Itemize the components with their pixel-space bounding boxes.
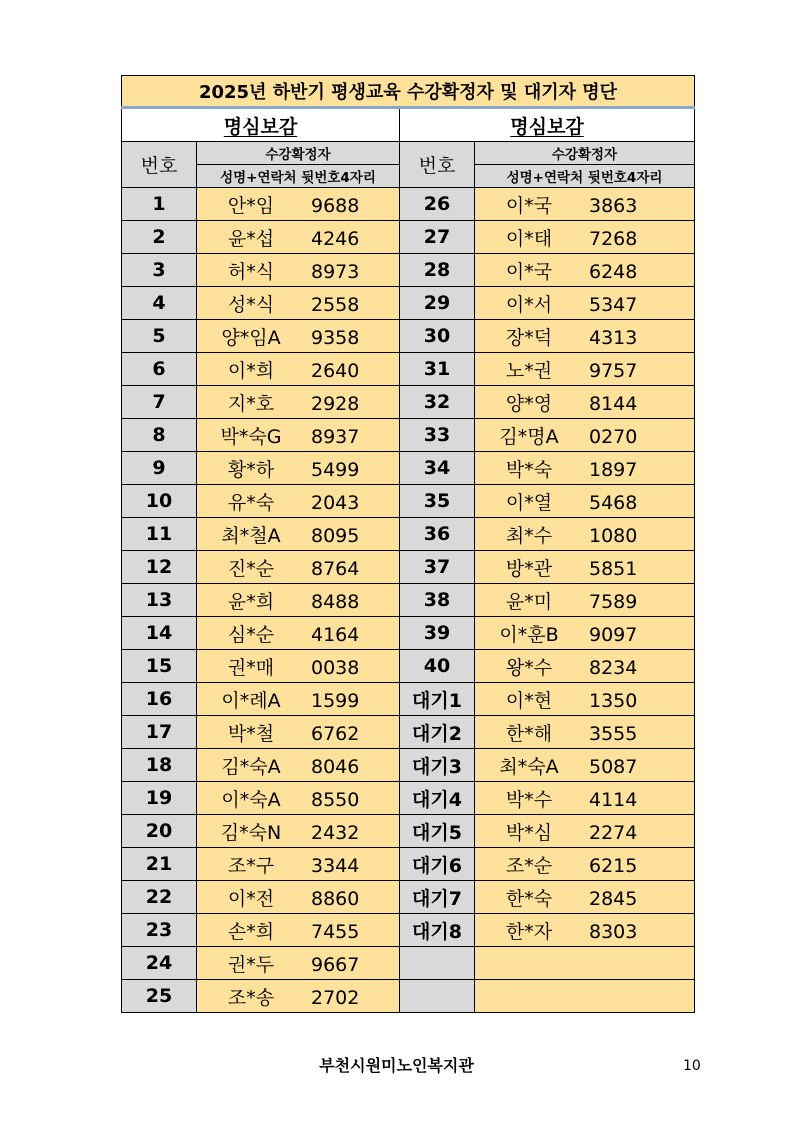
left-row-entry: [197, 320, 400, 353]
person-name: 한*자: [505, 920, 553, 943]
phone-last4: 6762: [311, 722, 360, 745]
right-row-entry: [475, 848, 695, 881]
left-row-number: 10: [122, 485, 197, 518]
left-row-entry: [197, 749, 400, 782]
phone-last4: 8234: [589, 656, 638, 679]
left-row-entry: [197, 914, 400, 947]
right-row-number: 37: [400, 551, 475, 584]
person-name: 이*국: [505, 194, 553, 217]
right-row-number: 36: [400, 518, 475, 551]
right-row-entry: [475, 518, 695, 551]
phone-last4: 5468: [589, 491, 638, 514]
left-row-entry: [197, 815, 400, 848]
table-row: [122, 683, 695, 716]
table-row: [122, 584, 695, 617]
right-row-entry: [475, 551, 695, 584]
right-row-number: 대기5: [400, 815, 475, 848]
right-row-entry: [475, 386, 695, 419]
person-name: 박*숙G: [220, 425, 282, 448]
phone-last4: 7589: [589, 590, 638, 613]
left-row-number: 17: [122, 716, 197, 749]
person-name: 이*례A: [221, 689, 281, 712]
person-name: 노*권: [505, 359, 553, 382]
left-row-number: 11: [122, 518, 197, 551]
left-row-entry: [197, 650, 400, 683]
roster-body: [122, 76, 695, 1013]
phone-last4: 0038: [311, 656, 360, 679]
right-sub-header: 성명+연락처 뒷번호4자리: [475, 165, 695, 188]
left-row-entry: [197, 452, 400, 485]
person-name: 양*영: [505, 392, 553, 415]
right-number-header: 번호: [400, 142, 475, 188]
right-row-number: 40: [400, 650, 475, 683]
left-row-entry: [197, 782, 400, 815]
right-row-number: 34: [400, 452, 475, 485]
person-name: 최*숙A: [499, 755, 559, 778]
phone-last4: 0270: [589, 425, 638, 448]
phone-last4: 8764: [311, 557, 360, 580]
phone-last4: 2558: [311, 293, 360, 316]
left-row-entry: [197, 716, 400, 749]
person-name: 허*식: [227, 260, 275, 283]
right-section-title: [400, 108, 695, 142]
right-row-entry: [475, 452, 695, 485]
right-row-entry: [475, 320, 695, 353]
left-row-entry: [197, 221, 400, 254]
phone-last4: 8860: [311, 887, 360, 910]
person-name: 양*임A: [221, 326, 281, 349]
phone-last4: 1080: [589, 524, 638, 547]
left-row-entry: [197, 551, 400, 584]
right-row-number: 30: [400, 320, 475, 353]
right-row-entry: [475, 419, 695, 452]
right-row-entry: [475, 881, 695, 914]
left-row-entry: [197, 584, 400, 617]
phone-last4: 2432: [311, 821, 360, 844]
phone-last4: 8973: [311, 260, 360, 283]
left-row-number: 13: [122, 584, 197, 617]
person-name: 이*서: [505, 293, 553, 316]
right-row-entry: [475, 683, 695, 716]
phone-last4: 5499: [311, 458, 360, 481]
person-name: 김*명A: [499, 425, 559, 448]
person-name: 윤*섭: [227, 227, 275, 250]
right-row-entry: [475, 485, 695, 518]
phone-last4: 4114: [589, 788, 638, 811]
person-name: 이*전: [227, 887, 275, 910]
person-name: 이*희: [227, 359, 275, 382]
right-row-entry: [475, 815, 695, 848]
table-row: [122, 386, 695, 419]
left-row-number: 8: [122, 419, 197, 452]
phone-last4: 7268: [589, 227, 638, 250]
phone-last4: 3344: [311, 854, 360, 877]
person-name: 유*숙: [227, 491, 275, 514]
phone-last4: 6248: [589, 260, 638, 283]
right-row-entry: [475, 353, 695, 386]
left-row-number: 12: [122, 551, 197, 584]
right-row-number: 31: [400, 353, 475, 386]
left-row-entry: [197, 683, 400, 716]
left-row-number: 20: [122, 815, 197, 848]
person-name: 성*식: [227, 293, 275, 316]
right-row-entry: [475, 749, 695, 782]
left-number-header: 번호: [122, 142, 197, 188]
person-name: 지*호: [227, 392, 275, 415]
right-row-number: 27: [400, 221, 475, 254]
phone-last4: 2640: [311, 359, 360, 382]
phone-last4: 2274: [589, 821, 638, 844]
person-name: 최*철A: [221, 524, 281, 547]
person-name: 안*임: [227, 194, 275, 217]
phone-last4: 5851: [589, 557, 638, 580]
right-row-number: 28: [400, 254, 475, 287]
phone-last4: 4313: [589, 326, 638, 349]
right-row-entry: [475, 617, 695, 650]
person-name: 윤*희: [227, 590, 275, 613]
person-name: 김*숙A: [221, 755, 281, 778]
right-row-number: 대기8: [400, 914, 475, 947]
phone-last4: 1897: [589, 458, 638, 481]
right-row-entry: [475, 584, 695, 617]
right-row-entry: [475, 287, 695, 320]
left-row-number: 7: [122, 386, 197, 419]
person-name: 이*태: [505, 227, 553, 250]
left-row-entry: [197, 485, 400, 518]
right-row-number: 대기3: [400, 749, 475, 782]
table-row: [122, 815, 695, 848]
left-row-number: 25: [122, 980, 197, 1013]
document-title: 2025년 하반기 평생교육 수강확정자 및 대기자 명단: [122, 76, 695, 108]
left-row-entry: [197, 419, 400, 452]
right-row-number: 39: [400, 617, 475, 650]
left-group-header: 수강확정자: [197, 142, 400, 165]
right-row-entry: [475, 221, 695, 254]
person-name: 이*훈B: [499, 623, 559, 646]
person-name: 방*관: [505, 557, 553, 580]
footer-organization: 부천시원미노인복지관: [319, 1056, 474, 1075]
right-row-number: 35: [400, 485, 475, 518]
left-row-entry: [197, 947, 400, 980]
left-row-entry: [197, 518, 400, 551]
phone-last4: 9097: [589, 623, 638, 646]
phone-last4: 9757: [589, 359, 638, 382]
person-name: 조*순: [505, 854, 553, 877]
phone-last4: 9688: [311, 194, 360, 217]
right-row-number: 38: [400, 584, 475, 617]
person-name: 조*송: [227, 986, 275, 1009]
right-row-number: [400, 980, 475, 1013]
left-row-entry: [197, 287, 400, 320]
left-row-number: 1: [122, 188, 197, 221]
phone-last4: 8488: [311, 590, 360, 613]
person-name: 장*덕: [505, 326, 553, 349]
person-name: 박*수: [505, 788, 553, 811]
left-row-number: 22: [122, 881, 197, 914]
left-row-entry: [197, 617, 400, 650]
phone-last4: 8095: [311, 524, 360, 547]
phone-last4: 6215: [589, 854, 638, 877]
right-row-entry: [475, 716, 695, 749]
phone-last4: 8550: [311, 788, 360, 811]
table-row: [122, 452, 695, 485]
right-row-number: [400, 947, 475, 980]
table-row: [122, 551, 695, 584]
phone-last4: 2702: [311, 986, 360, 1009]
table-row: [122, 782, 695, 815]
right-row-number: 26: [400, 188, 475, 221]
right-row-entry: [475, 947, 695, 980]
left-row-number: 2: [122, 221, 197, 254]
left-row-entry: [197, 386, 400, 419]
phone-last4: 8303: [589, 920, 638, 943]
left-row-number: 14: [122, 617, 197, 650]
phone-last4: 8144: [589, 392, 638, 415]
left-row-number: 6: [122, 353, 197, 386]
table-row: [122, 221, 695, 254]
left-row-number: 19: [122, 782, 197, 815]
table-row: [122, 617, 695, 650]
person-name: 이*숙A: [221, 788, 281, 811]
person-name: 최*수: [505, 524, 553, 547]
right-row-entry: [475, 980, 695, 1013]
right-row-number: 대기6: [400, 848, 475, 881]
table-row: [122, 881, 695, 914]
table-row: [122, 650, 695, 683]
person-name: 왕*수: [505, 656, 553, 679]
phone-last4: 8046: [311, 755, 360, 778]
left-row-number: 21: [122, 848, 197, 881]
left-row-number: 23: [122, 914, 197, 947]
right-row-entry: [475, 254, 695, 287]
table-row: [122, 419, 695, 452]
table-row: [122, 980, 695, 1013]
left-row-number: 16: [122, 683, 197, 716]
left-section-label: 명심보감: [223, 115, 298, 138]
person-name: 권*매: [227, 656, 275, 679]
table-row: [122, 848, 695, 881]
phone-last4: 5087: [589, 755, 638, 778]
person-name: 조*구: [227, 854, 275, 877]
phone-last4: 2928: [311, 392, 360, 415]
person-name: 권*두: [227, 953, 275, 976]
right-row-number: 대기1: [400, 683, 475, 716]
table-row: [122, 749, 695, 782]
phone-last4: 2845: [589, 887, 638, 910]
right-group-header: 수강확정자: [475, 142, 695, 165]
phone-last4: 9358: [311, 326, 360, 349]
person-name: 황*하: [227, 458, 275, 481]
right-row-entry: [475, 650, 695, 683]
left-row-number: 4: [122, 287, 197, 320]
table-row: [122, 287, 695, 320]
person-name: 이*현: [505, 689, 553, 712]
left-row-entry: [197, 254, 400, 287]
right-row-number: 대기2: [400, 716, 475, 749]
table-row: [122, 518, 695, 551]
right-row-number: 33: [400, 419, 475, 452]
table-row: [122, 914, 695, 947]
right-row-entry: [475, 188, 695, 221]
phone-last4: 3555: [589, 722, 638, 745]
roster-table: [121, 75, 695, 1013]
left-row-number: 9: [122, 452, 197, 485]
page-number: 10: [683, 1058, 701, 1074]
person-name: 박*철: [227, 722, 275, 745]
right-row-number: 대기7: [400, 881, 475, 914]
right-row-entry: [475, 914, 695, 947]
phone-last4: 7455: [311, 920, 360, 943]
right-row-number: 29: [400, 287, 475, 320]
table-row: [122, 353, 695, 386]
phone-last4: 4246: [311, 227, 360, 250]
phone-last4: 3863: [589, 194, 638, 217]
table-row: [122, 254, 695, 287]
left-row-entry: [197, 980, 400, 1013]
left-row-entry: [197, 188, 400, 221]
person-name: 이*국: [505, 260, 553, 283]
phone-last4: 8937: [311, 425, 360, 448]
table-row: [122, 188, 695, 221]
person-name: 김*숙N: [220, 821, 282, 844]
phone-last4: 5347: [589, 293, 638, 316]
person-name: 심*순: [227, 623, 275, 646]
person-name: 윤*미: [505, 590, 553, 613]
table-row: [122, 485, 695, 518]
phone-last4: 2043: [311, 491, 360, 514]
table-row: [122, 947, 695, 980]
right-row-entry: [475, 782, 695, 815]
left-row-number: 24: [122, 947, 197, 980]
phone-last4: 1350: [589, 689, 638, 712]
person-name: 한*해: [505, 722, 553, 745]
table-row: [122, 716, 695, 749]
left-row-entry: [197, 881, 400, 914]
table-row: [122, 320, 695, 353]
left-row-number: 15: [122, 650, 197, 683]
person-name: 진*순: [227, 557, 275, 580]
left-row-entry: [197, 848, 400, 881]
person-name: 박*심: [505, 821, 553, 844]
left-row-number: 3: [122, 254, 197, 287]
phone-last4: 4164: [311, 623, 360, 646]
right-row-number: 대기4: [400, 782, 475, 815]
left-sub-header: 성명+연락처 뒷번호4자리: [197, 165, 400, 188]
right-row-number: 32: [400, 386, 475, 419]
phone-last4: 1599: [311, 689, 360, 712]
left-row-number: 18: [122, 749, 197, 782]
right-section-label: 명심보감: [510, 115, 584, 138]
person-name: 손*희: [227, 920, 275, 943]
person-name: 박*숙: [505, 458, 553, 481]
phone-last4: 9667: [311, 953, 360, 976]
left-row-number: 5: [122, 320, 197, 353]
left-section-title: [122, 108, 400, 142]
person-name: 이*열: [505, 491, 553, 514]
person-name: 한*숙: [505, 887, 553, 910]
left-row-entry: [197, 353, 400, 386]
